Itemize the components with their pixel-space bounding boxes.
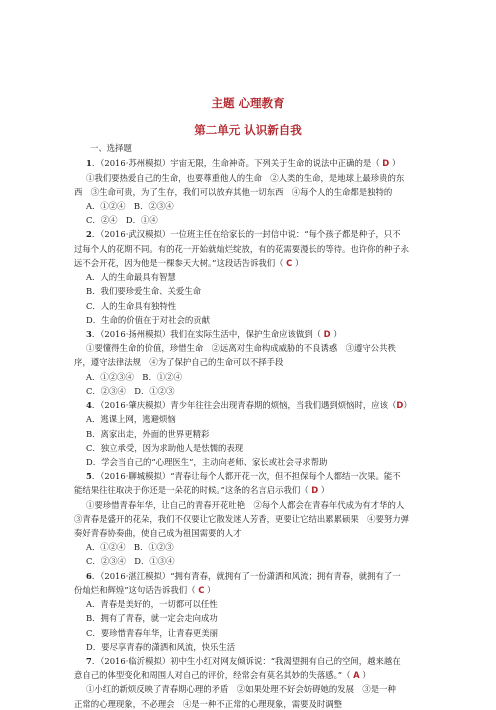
- text-line: A．青春是美好的，一切都可以任性: [86, 599, 218, 609]
- text-line: [74, 670, 371, 681]
- text-line: A．人的生命最具有智慧: [86, 272, 176, 282]
- text-line: D．要尽享青春的潇洒和风流，快乐生活: [86, 642, 236, 652]
- text-line: B．拥有了青春，就一定会走向成功: [86, 613, 218, 623]
- question-number: 4: [86, 400, 92, 410]
- text-line: [86, 329, 342, 340]
- page-title: 主题 心理教育: [211, 96, 285, 110]
- text-line: C．独立承受，因为求助他人是怯懦的表现: [86, 443, 244, 453]
- text-line: D．生命的价值在于对社会的贡献: [86, 315, 210, 325]
- text-line: A．①②④ B．②③④: [86, 201, 174, 211]
- question-text: ．（2016·聊城模拟）“青春让每个人都开花一次，但不担保每个人都结一次果。能不: [91, 471, 401, 481]
- section-heading: 一、选择题: [90, 143, 132, 153]
- text-line: ①我们要热爱自己的生命，也要尊重他人的生命 ②人类的生命，是地球上最珍贵的东: [86, 173, 405, 183]
- question-number: 5: [86, 471, 92, 481]
- text-line: [86, 471, 401, 482]
- question-number: 6: [86, 571, 92, 581]
- question-text-tail: ）: [330, 329, 342, 339]
- text-line: B．离家出走，外面的世界更精彩: [86, 429, 210, 439]
- text-line: 奏好青春协奏曲，使自己成为祖国需要的人才: [74, 528, 242, 538]
- text-line: [74, 258, 303, 269]
- text-line: ①要懂得生命的价值，珍惜生命 ②远离对生命构成威胁的不良诱惑 ③遵守公共秩: [86, 343, 396, 353]
- text-line: C．②③④ D．①③④: [86, 556, 175, 566]
- question-text: ．（2016·湛江模拟）“拥有青春，就拥有了一份潇洒和风流；拥有青春，就拥有了一: [91, 571, 401, 581]
- question-text: 能结果往往取决于你还是一朵花的时候。”这条的名言启示我们（: [74, 485, 312, 495]
- text-line: [74, 585, 215, 596]
- text-line: [86, 571, 401, 582]
- question-number: 7: [86, 656, 92, 666]
- unit-subtitle: 第二单元 认识新自我: [194, 123, 302, 137]
- answer-key: A: [353, 670, 360, 680]
- text-line: A．逃课上网，逃避烦恼: [86, 414, 176, 424]
- text-line: 序，遵守法律法规 ④为了保护自己的生命可以不择手段: [74, 357, 284, 367]
- text-line: ①小红的新烦反映了青春期心理的矛盾 ②如果处理不好会妨碍她的发展 ③是一种: [86, 684, 396, 694]
- question-text: ．（2016·临沂模拟）初中生小红对网友倾诉说：“我渴望拥有自己的空间，越来越在: [91, 656, 401, 666]
- text-line: A．①②④ B．①②③: [86, 542, 174, 552]
- question-number: 2: [86, 229, 92, 239]
- text-line: A．①②③④ B．①②④: [86, 372, 182, 382]
- text-line: C．②③④ D．①②③: [86, 386, 175, 396]
- question-text: ．（2016·苏州模拟）宇宙无限，生命神奇。下列关于生命的说法中正确的是（: [91, 158, 383, 168]
- question-text: ．（2016·扬州模拟）我们在实际生活中，保护生命应该做到（: [91, 329, 324, 339]
- question-text: 份灿烂和辉煌”这句话告诉我们（: [74, 585, 199, 595]
- answer-key: D: [396, 400, 404, 410]
- answer-key: C: [198, 585, 205, 595]
- text-line: C．②④ D．①④: [86, 215, 158, 225]
- text-line: 西 ③生命可贵，为了生存，我们可以放弃其他一切东西 ④每个人的生命都是独特的: [74, 187, 393, 197]
- text-line: [74, 485, 329, 496]
- question-text-tail: ）: [359, 670, 371, 680]
- question-text-tail: ）: [318, 485, 330, 495]
- question-text: 远不会开花，因为他是一棵参天大树。”这段话告诉我们（: [74, 258, 287, 268]
- text-line: 过每个人的花期不同。有的花一开始就灿烂绽放，有的花需要漫长的等待。也许你的种子永: [74, 244, 409, 254]
- text-line: 正常的心理现象，不必理会 ④是一种不正常的心理现象，需要及时调整: [74, 699, 342, 709]
- answer-key: C: [286, 258, 293, 268]
- question-text: ．（2016·武汉模拟）一位班主任在给家长的一封信中说：“每个孩子都是种子，只不: [91, 229, 401, 239]
- question-number: 3: [86, 329, 92, 339]
- text-line: [86, 400, 412, 411]
- answer-key: D: [311, 485, 319, 495]
- question-text-tail: ）: [204, 585, 216, 595]
- text-line: D．学会当自己的“心理医生”，主动向老师、家长或社会寻求帮助: [86, 457, 328, 467]
- text-line: [86, 229, 401, 240]
- text-line: C．人的生命具有独特性: [86, 301, 177, 311]
- question-text-tail: ）: [403, 400, 412, 410]
- text-line: C．要珍惜青春年华，让青春更美丽: [86, 628, 219, 638]
- text-line: [86, 656, 401, 667]
- question-number: 1: [86, 158, 92, 168]
- text-line: ③青春是盛开的花朵，我们不仅要让它散发迷人芳香，更要让它结出累累硕果 ④要努力弹: [74, 514, 409, 524]
- question-text-tail: ）: [292, 258, 304, 268]
- answer-key: D: [323, 329, 331, 339]
- question-text: ．（2016·肇庆模拟）青少年往往会出现青春期的烦恼，当我们遇到烦恼时，应该（: [91, 400, 397, 410]
- text-line: ①要珍惜青春年华，让自己的青春开花吐艳 ②每个人都会在青春年代成为有才华的人: [86, 500, 405, 510]
- text-line: [86, 158, 400, 169]
- text-line: B．我们要珍爱生命、关爱生命: [86, 286, 202, 296]
- answer-key: D: [382, 158, 390, 168]
- question-text-tail: ）: [389, 158, 401, 168]
- question-text: 意自己的体型变化和周围人对自己的评价，经常会有莫名其妙的失落感。”（: [74, 670, 354, 680]
